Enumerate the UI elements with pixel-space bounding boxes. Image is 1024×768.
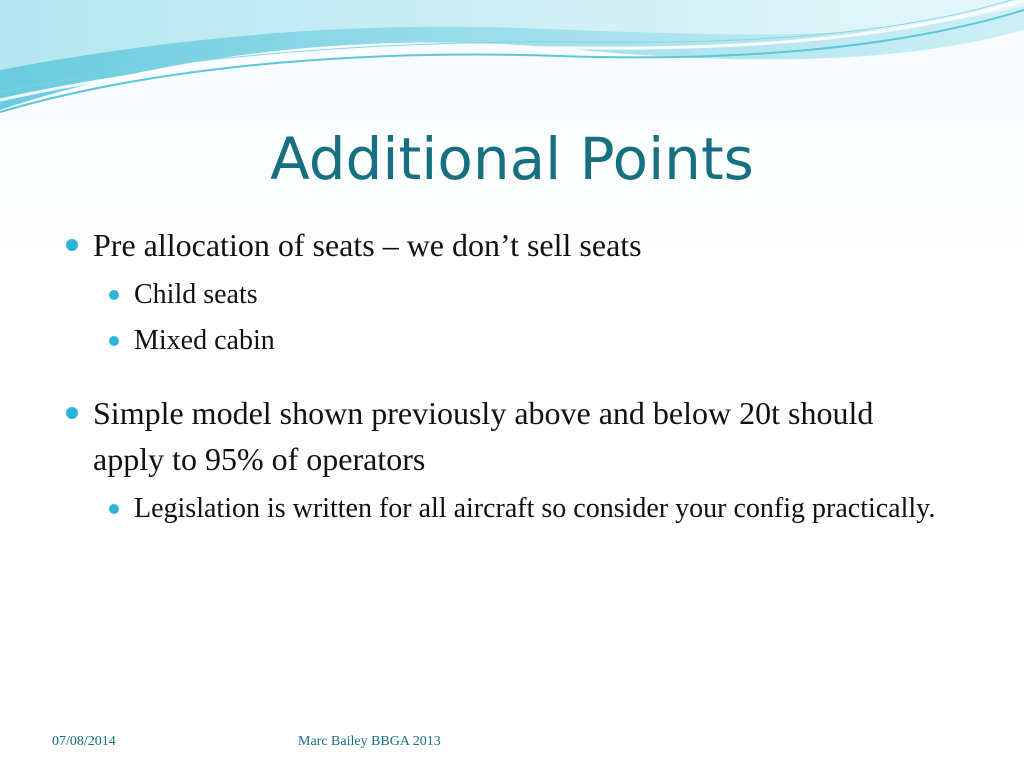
sub-bullet-text: Child seats: [134, 279, 258, 310]
decorative-wave-header: [0, 0, 1024, 130]
sub-bullet-item-1-1: [62, 274, 942, 316]
bullet-dot-icon: [109, 504, 119, 514]
slide-title: Additional Points: [270, 125, 754, 193]
bullet-item-2: [62, 390, 942, 482]
footer-date: 07/08/2014: [52, 734, 116, 749]
slide-body: [62, 222, 942, 530]
sub-bullet-item-1-2: [62, 320, 942, 362]
sub-bullet-text: Mixed cabin: [134, 325, 275, 356]
bullet-text: Pre allocation of seats – we don’t sell seats: [93, 227, 642, 263]
sub-bullet-text: Legislation is written for all aircraft so consider your config practically.: [134, 493, 936, 524]
bullet-dot-icon: [109, 290, 119, 300]
bullet-text: Simple model shown previously above and below 20t should apply to 95% of operators: [93, 395, 874, 477]
footer-author: Marc Bailey BBGA 2013: [298, 734, 441, 749]
bullet-dot-icon: [66, 407, 78, 419]
bullet-item-1: [62, 222, 942, 268]
bullet-dot-icon: [109, 336, 119, 346]
sub-bullet-item-2-1: [62, 488, 942, 530]
bullet-dot-icon: [66, 239, 78, 251]
